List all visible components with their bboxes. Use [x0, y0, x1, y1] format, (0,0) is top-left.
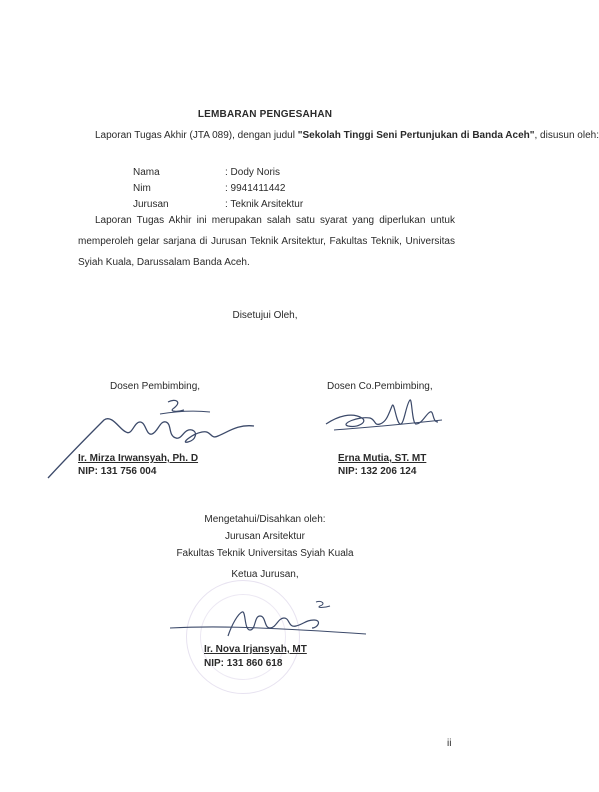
supervisor1-nip: NIP: 131 756 004: [78, 466, 157, 477]
endorsement-line4: Ketua Jurusan,: [231, 569, 299, 580]
intro-suffix: , disusun oleh:: [534, 130, 599, 141]
name-label: Nama: [133, 167, 160, 178]
page-number: ii: [447, 738, 452, 749]
head-nip: NIP: 131 860 618: [204, 658, 283, 669]
department-label: Jurusan: [133, 199, 169, 210]
nim-value: : 9941411442: [225, 183, 286, 194]
intro-paragraph: [78, 125, 599, 146]
head-name: Ir. Nova Irjansyah, MT: [204, 644, 307, 655]
statement-text: Laporan Tugas Akhir ini merupakan salah satu syarat yang diperlukan untuk memperoleh gelar sarjana di Jurusan Teknik Arsitektur, Fakultas Teknik, Universitas Syiah Kuala, Darussalam Banda Aceh.: [78, 215, 455, 268]
supervisor1-role: Dosen Pembimbing,: [110, 381, 201, 392]
endorsement-line1: Mengetahui/Disahkan oleh:: [204, 514, 326, 525]
supervisor2-signature: [318, 394, 448, 444]
nim-label: Nim: [133, 183, 151, 194]
department-value: : Teknik Arsitektur: [225, 199, 304, 210]
name-value: : Dody Noris: [225, 167, 281, 178]
statement-paragraph: [78, 210, 455, 273]
endorsement-line2: Jurusan Arsitektur: [224, 531, 306, 542]
supervisor2-role: Dosen Co.Pembimbing,: [327, 381, 433, 392]
endorsement-line3: Fakultas Teknik Universitas Syiah Kuala: [176, 548, 354, 559]
document-title: LEMBARAN PENGESAHAN: [197, 109, 333, 120]
thesis-title: "Sekolah Tinggi Seni Pertunjukan di Banda Aceh": [297, 130, 535, 141]
head-signature: [168, 596, 368, 646]
supervisor2-nip: NIP: 132 206 124: [338, 466, 417, 477]
intro-prefix: Laporan Tugas Akhir (JTA 089), dengan judul: [95, 130, 298, 141]
supervisor2-name: Erna Mutia, ST. MT: [338, 453, 427, 464]
supervisor1-name: Ir. Mirza Irwansyah, Ph. D: [78, 453, 199, 464]
approved-by-label: Disetujui Oleh,: [232, 310, 298, 321]
